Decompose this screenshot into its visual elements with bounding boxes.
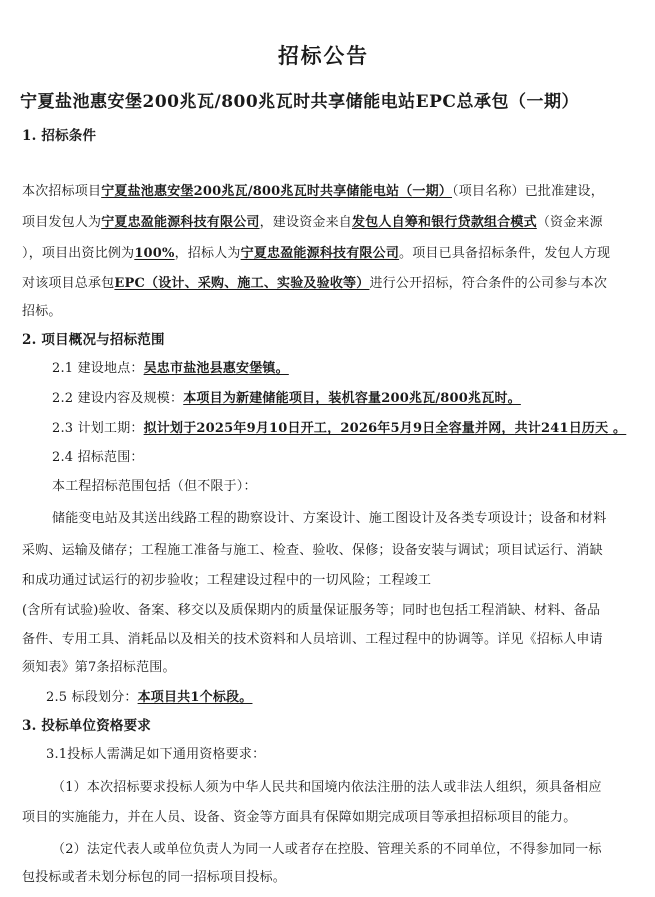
text: 2.1 建设地点： bbox=[52, 361, 144, 376]
epc-scope: EPC（设计、采购、施工、实验及验收等） bbox=[114, 276, 370, 291]
text: 项目发包人为 bbox=[22, 215, 102, 230]
section-3-heading: 3. 投标单位资格要求 bbox=[22, 718, 151, 734]
section-1-heading: 1. 招标条件 bbox=[22, 128, 97, 144]
req-2-line-1: （2）法定代表人或单位负责人为同一人或者存在控股、管理关系的不同单位，不得参加同一标 bbox=[52, 842, 602, 857]
text: 2.5 标段划分： bbox=[46, 690, 138, 705]
section-2-heading: 2. 项目概况与招标范围 bbox=[22, 332, 165, 348]
req-1-line-1: （1）本次招标要求投标人须为中华人民共和国境内依法注册的法人或非法人组织，须具备相应 bbox=[52, 780, 602, 795]
scope-intro: 本工程招标范围包括（但不限于）： bbox=[52, 479, 257, 494]
s1-line-1 bbox=[22, 180, 604, 199]
contractor-name: 宁夏忠盈能源科技有限公司 bbox=[101, 215, 260, 230]
fund-source: 发包人自筹和银行贷款组合模式 bbox=[352, 215, 537, 230]
text: ，招标人为 bbox=[174, 246, 241, 261]
page-title: 招标公告 bbox=[278, 43, 369, 68]
s1-line-3 bbox=[22, 242, 610, 261]
item-2-4: 2.4 招标范围： bbox=[52, 450, 144, 465]
text: （项目名称）已批准建设， bbox=[452, 184, 604, 199]
text: 2.2 建设内容及规模： bbox=[52, 391, 184, 406]
text: 。项目已具备招标条件，发包人方现 bbox=[399, 246, 611, 261]
scope-line-5: 备件、专用工具、消耗品以及相关的技术资料和人员培训、工程过程中的协调等。详见《招标人申请 bbox=[22, 632, 603, 647]
lot-count: 本项目共1个标段。 bbox=[137, 690, 253, 705]
item-2-1 bbox=[52, 357, 289, 376]
text: ，建设资金来自 bbox=[259, 215, 353, 230]
scope-line-6: 须知表》第7条招标范围。 bbox=[22, 660, 176, 675]
text: （资金来源 bbox=[536, 215, 603, 230]
item-2-3 bbox=[52, 417, 626, 436]
req-2-line-2: 包投标或者未划分标包的同一招标项目投标。 bbox=[22, 870, 287, 885]
s1-line-5: 招标。 bbox=[22, 304, 62, 319]
scope-line-4: (含所有试验)验收、备案、移交以及质保期内的质量保证服务等；同时也包括工程消缺、材料、备品 bbox=[22, 603, 601, 618]
text: ），项目出资比例为 bbox=[22, 246, 135, 261]
schedule: 拟计划于2025年9月10日开工，2026年5月9日全容量并网，共计241日历天 。 bbox=[143, 421, 627, 436]
scope-line-2: 采购、运输及储存；工程施工准备与施工、检查、验收、保修；设备安装与调试；项目试运行、消缺 bbox=[22, 543, 603, 558]
item-3-1: 3.1投标人需满足如下通用资格要求： bbox=[46, 747, 266, 762]
text: 本次招标项目 bbox=[22, 184, 102, 199]
req-1-line-2: 项目的实施能力，并在人员、设备、资金等方面具有保障如期完成项目等承担招标项目的能力。 bbox=[22, 810, 577, 825]
s1-line-4 bbox=[22, 272, 607, 291]
project-subtitle: 宁夏盐池惠安堡200兆瓦/800兆瓦时共享储能电站EPC总承包（一期） bbox=[20, 92, 579, 112]
text: 对该项目总承包 bbox=[22, 276, 115, 291]
location: 吴忠市盐池县惠安堡镇。 bbox=[143, 361, 289, 376]
funding-ratio: 100% bbox=[134, 246, 175, 261]
tenderer-name: 宁夏忠盈能源科技有限公司 bbox=[240, 246, 400, 261]
item-2-2 bbox=[52, 387, 521, 406]
text: 2.3 计划工期： bbox=[52, 421, 144, 436]
item-2-5 bbox=[46, 686, 252, 705]
scale: 本项目为新建储能项目，装机容量200兆瓦/800兆瓦时。 bbox=[183, 391, 521, 406]
s1-line-2 bbox=[22, 211, 603, 230]
scope-line-1: 储能变电站及其送出线路工程的勘察设计、方案设计、施工图设计及各类专项设计；设备和材料 bbox=[52, 511, 607, 526]
scope-line-3: 和成功通过试运行的初步验收；工程建设过程中的一切风险；工程竣工 bbox=[22, 573, 432, 588]
text: 进行公开招标，符合条件的公司参与本次 bbox=[369, 276, 608, 291]
project-name: 宁夏盐池惠安堡200兆瓦/800兆瓦时共享储能电站（一期） bbox=[101, 184, 453, 199]
